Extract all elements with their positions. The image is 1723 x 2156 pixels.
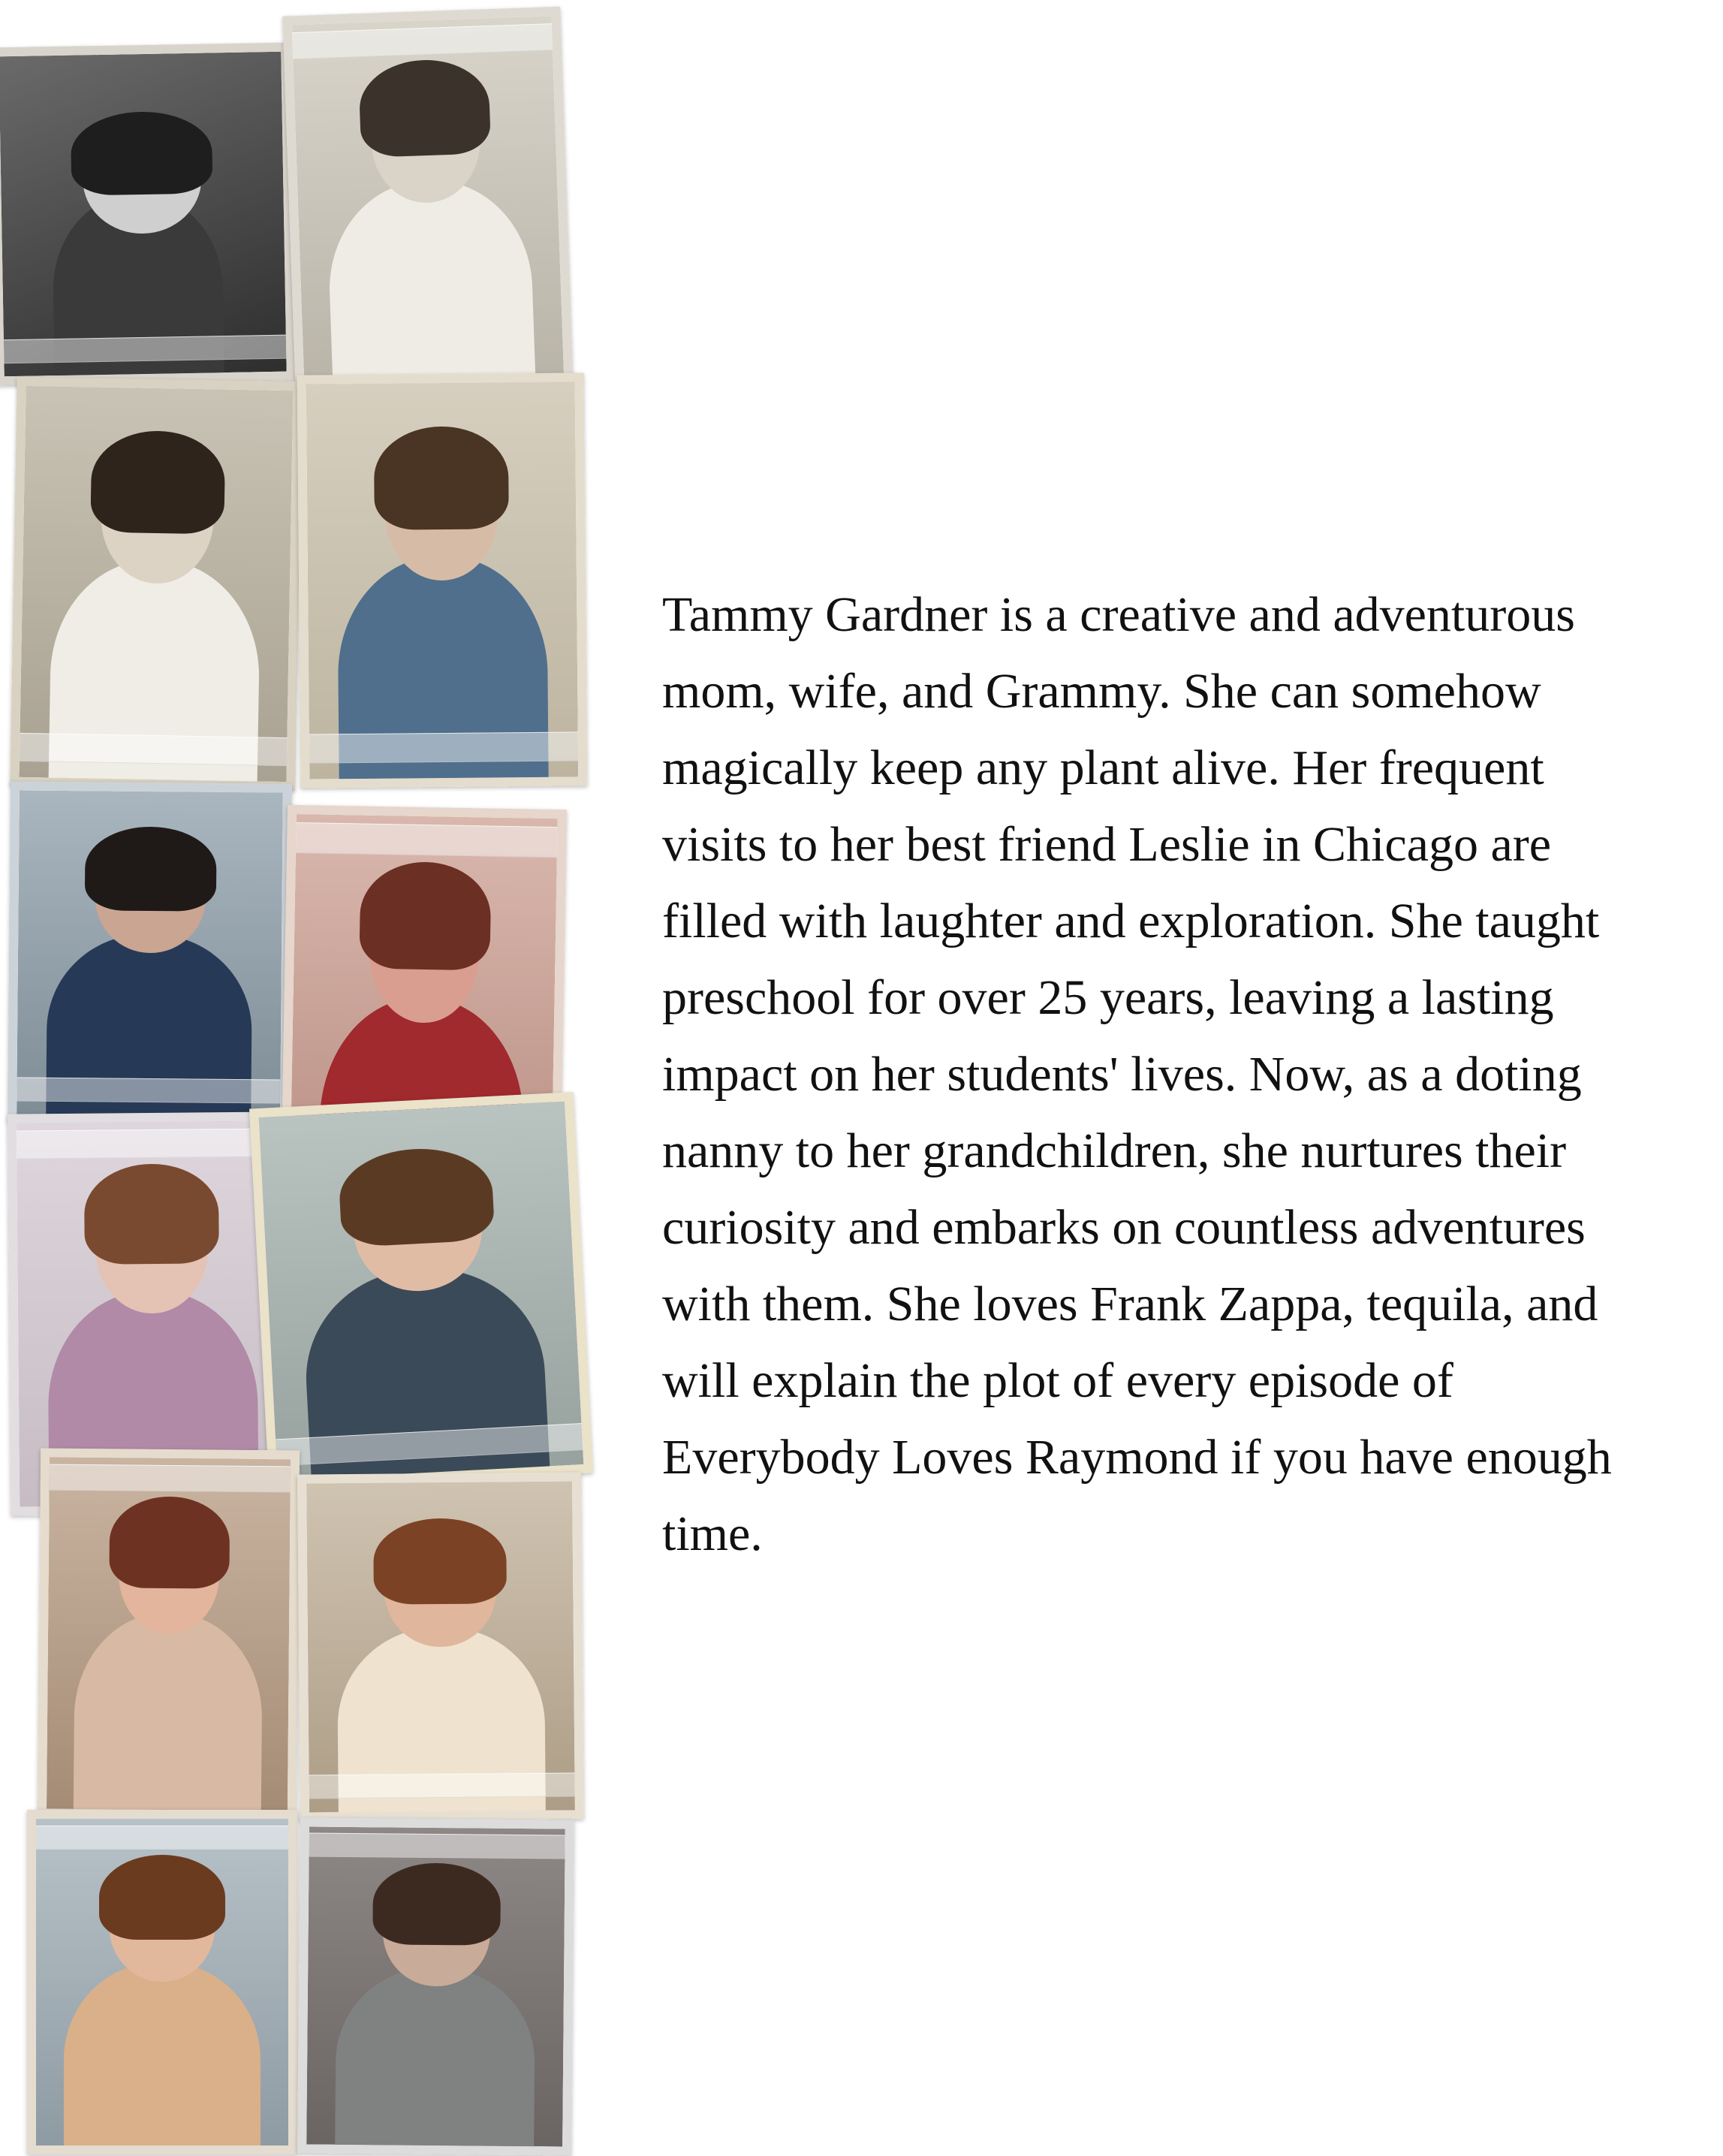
childhood-photo-10 [297,1472,584,1821]
childhood-photo-9 [38,1449,300,1820]
bio-paragraph: Tammy Gardner is a creative and adventurous mom, wife, and Grammy. She can somehow magically keep any plant alive. Her frequent visits to her best friend Leslie in Chicago are filled with laughter and exploration. She taught preschool for over 25 years, leaving a lasting impact on her students' lives. Now, as a doting nanny to her grandchildren, she nurtures their curiosity and embarks on countless adventures with them. She loves Frank Zappa, tequila, and will explain the plot of every episode of Everybody Loves Raymond if you have enough time. [662,587,1612,1561]
childhood-photo-11 [27,1810,297,2154]
childhood-photo-1 [0,43,296,386]
childhood-photo-4 [297,372,588,788]
childhood-photo-5 [8,781,292,1125]
childhood-photo-12 [297,1817,574,2155]
childhood-photo-8 [249,1092,593,1490]
photo-collage [0,0,601,2154]
childhood-photo-2 [282,7,574,400]
childhood-photo-3 [10,377,302,792]
